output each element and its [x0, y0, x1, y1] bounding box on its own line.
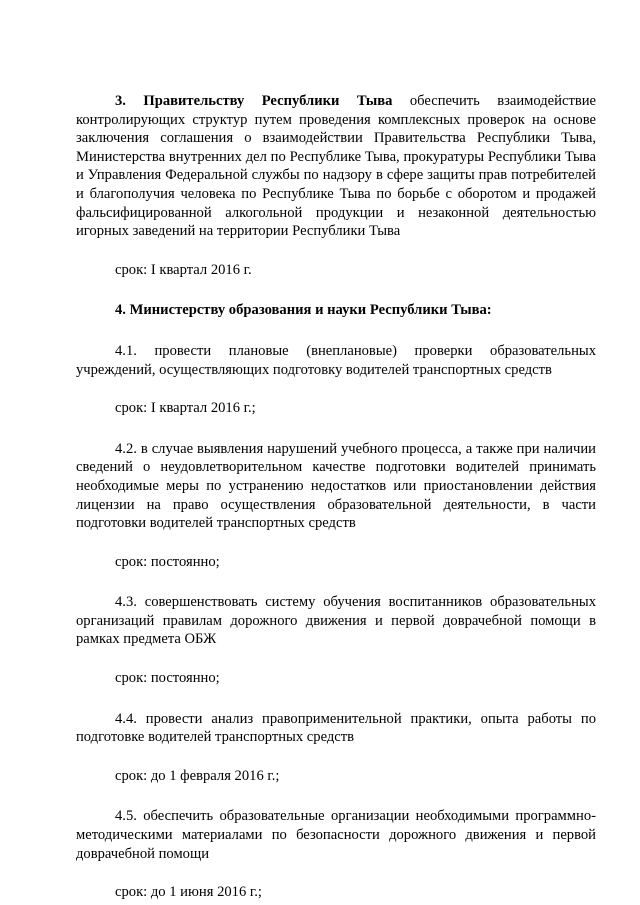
item-4-3-text: 4.3. совершенствовать систему обучения воспитанников образовательных организаций правилам дорожного движения и первой доврачебной помощи в рамках предмета ОБЖ — [76, 594, 596, 648]
item-4-2-text: 4.2. в случае выявления нарушений учебного процесса, а также при наличии сведений о неудовлетворительном качестве подготовки водителей принимать необходимые меры по устранению недостатков или приостановлении действия лицензии на право осуществления образовательной деятельности, в части подготовки водителей транспортных средств — [76, 440, 596, 532]
item-4-4-text: 4.4. провести анализ правоприменительной практики, опыта работы по подготовке водителей транспортных средств — [76, 710, 596, 746]
section-3-addressee: Правительству Республики Тыва — [143, 93, 393, 109]
item-4-5-deadline: срок: до 1 июня 2016 г.; — [115, 884, 262, 901]
section-3-number: 3. — [115, 93, 126, 109]
section-3-deadline: срок: I квартал 2016 г. — [115, 261, 252, 278]
document-page — [76, 92, 596, 902]
item-4-1-text: 4.1. провести плановые (внеплановые) проверки образовательных учреждений, осуществляющих подготовку водителей транспортных средств — [76, 342, 596, 378]
section-4-heading: 4. Министерству образования и науки Республики Тыва: — [115, 302, 492, 319]
section-3-paragraph — [76, 92, 596, 241]
item-4-1-deadline: срок: I квартал 2016 г.; — [115, 400, 256, 417]
item-4-5-text: 4.5. обеспечить образовательные организации необходимыми программно-методическими материалами по безопасности дорожного движения и первой доврачебной помощи — [76, 808, 596, 862]
section-3-text: обеспечить взаимодействие контролирующих структур путем проведения комплексных проверок на основе заключения соглашения о взаимодействии Правительства Республики Тыва, Министерства внутренних дел по Республике Тыва, прокуратуры Республики Тыва и Управления Федеральной службы по надзору в сфере защиты прав потребителей и благополучия человека по Республике Тыва по борьбе с оборотом и продажей фальсифицированной алкогольной продукции и незаконной деятельностью игорных заведений на территории Республики Тыва — [76, 93, 597, 240]
item-4-4-deadline: срок: до 1 февраля 2016 г.; — [115, 767, 280, 784]
item-4-3-deadline: срок: постоянно; — [115, 670, 220, 687]
item-4-2-deadline: срок: постоянно; — [115, 553, 220, 570]
